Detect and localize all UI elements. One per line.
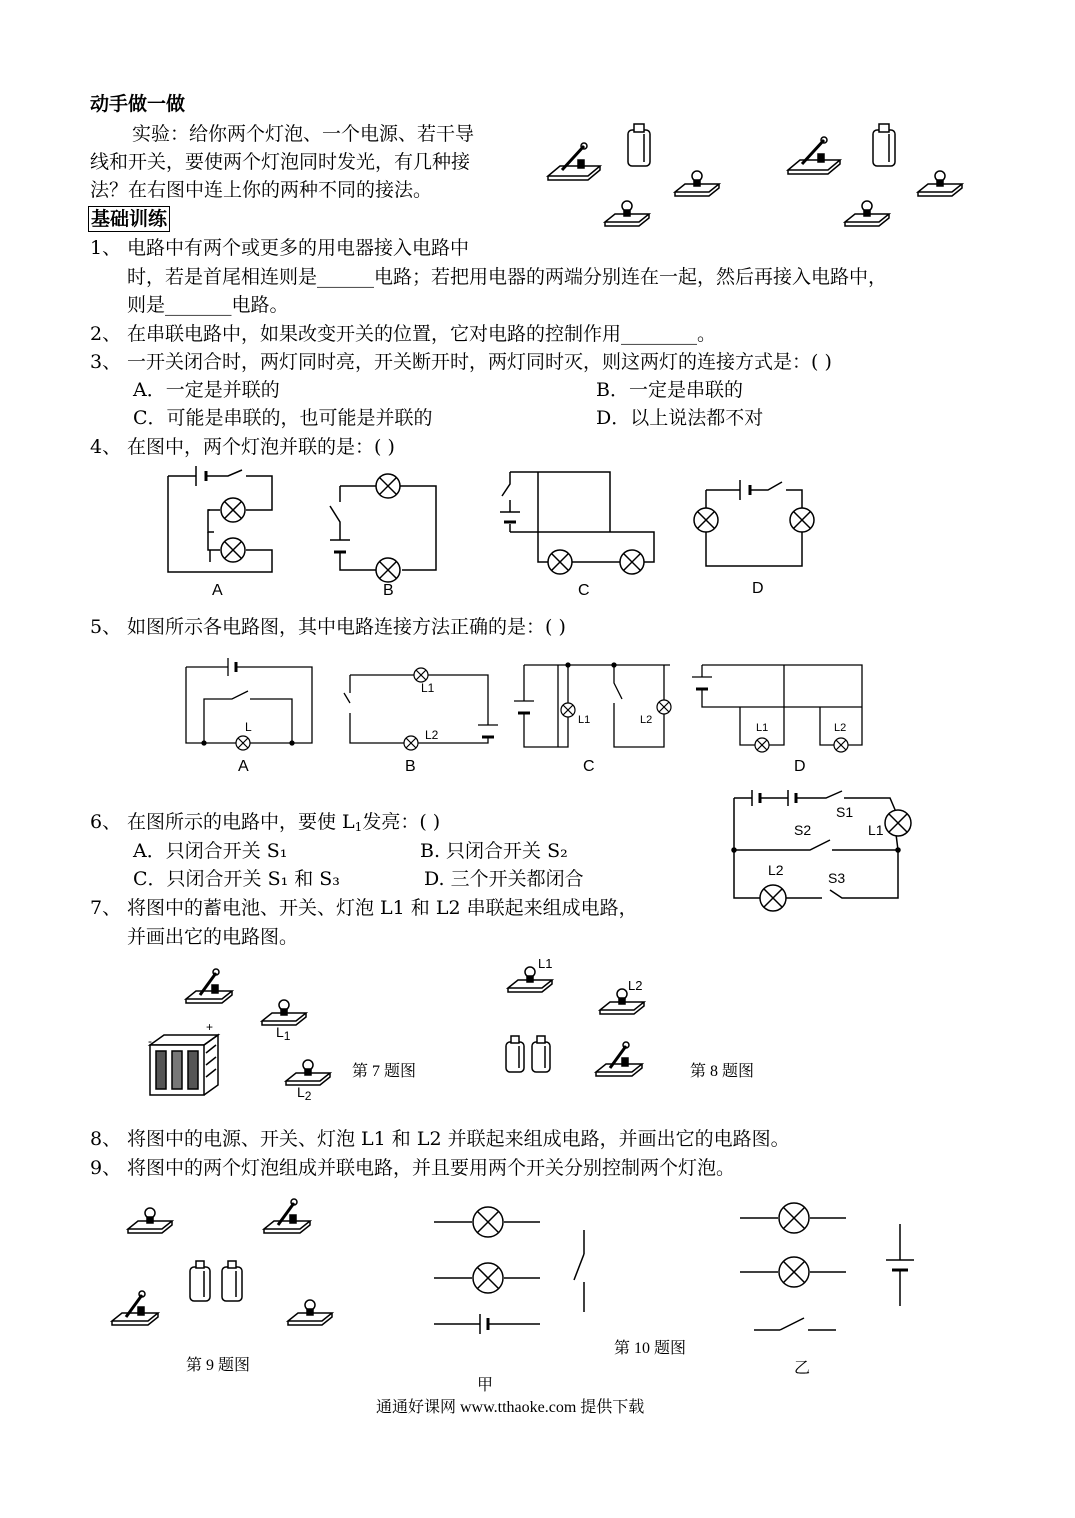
q3-option-c: C．可能是串联的，也可能是并联的 <box>133 407 433 429</box>
q6-option-c: C．只闭合开关 S₁ 和 S₃ <box>133 868 340 890</box>
q1-number: 1、 <box>90 237 122 259</box>
q7-number: 7、 <box>90 897 122 919</box>
fig8-l2-label: L2 <box>628 978 643 993</box>
q6-option-d: D. 三个开关都闭合 <box>424 868 584 890</box>
section-title-hands-on: 动手做一做 <box>90 93 186 115</box>
fig9-caption: 第 9 题图 <box>186 1357 251 1374</box>
section-title-basic-training: 基础训练 <box>88 206 170 232</box>
q5c-lamp2-label: L2 <box>640 714 653 726</box>
q4-label-b: B <box>383 582 394 599</box>
q2-text: 在串联电路中，如果改变开关的位置，它对电路的控制作用________。 <box>127 323 717 345</box>
q5-label-c: C <box>583 758 595 775</box>
q5-circuit-diagrams <box>180 655 880 755</box>
q3-option-d: D．以上说法都不对 <box>596 407 764 429</box>
fig10-label-jia: 甲 <box>477 1377 494 1394</box>
q6-number: 6、 <box>90 811 122 833</box>
q9-text: 将图中的两个灯泡组成并联电路，并且要用两个开关分别控制两个灯泡。 <box>127 1157 736 1179</box>
footer-credit: 通通好课网 www.tthaoke.com 提供下载 <box>376 1399 645 1416</box>
fig7-apparatus <box>140 965 340 1095</box>
q6-l1-label: L1 <box>868 822 884 838</box>
q4-text: 在图中，两个灯泡并联的是：( ) <box>127 436 395 458</box>
fig7-caption: 第 7 题图 <box>352 1063 417 1080</box>
q4-label-a: A <box>212 582 223 599</box>
q5b-lamp1-label: L1 <box>421 681 435 695</box>
q6-option-a: A．只闭合开关 S₁ <box>133 840 288 862</box>
q6-text: 在图所示的电路中，要使 $L_1$发亮：( ) <box>127 811 441 834</box>
fig8-apparatus <box>500 960 680 1085</box>
q1-line-2: 时，若是首尾相连则是______电路；若把用电器的两端分别连在一起，然后再接入电路中， <box>127 266 888 288</box>
fig10-components <box>430 1200 920 1350</box>
q3-number: 3、 <box>90 351 122 373</box>
q9-number: 9、 <box>90 1157 122 1179</box>
q3-option-b: B．一定是串联的 <box>596 379 743 401</box>
fig8-l1-label: L1 <box>538 956 553 971</box>
q6-s1-label: S1 <box>836 804 854 820</box>
q5-text: 如图所示各电路图，其中电路连接方法正确的是：( ) <box>127 616 566 638</box>
q3-text: 一开关闭合时，两灯同时亮，开关断开时，两灯同时灭，则这两灯的连接方式是：( ) <box>127 351 832 373</box>
q8-number: 8、 <box>90 1128 122 1150</box>
q4-circuit-diagrams <box>160 462 840 592</box>
fig9-apparatus <box>108 1195 348 1335</box>
fig7-l1-label: L1 <box>276 1024 291 1043</box>
q2-number: 2、 <box>90 323 122 345</box>
q5b-lamp2-label: L2 <box>425 728 439 742</box>
q6-s3-label: S3 <box>828 870 846 886</box>
q5-label-a: A <box>238 758 249 775</box>
fig8-caption: 第 8 题图 <box>690 1063 755 1080</box>
q4-label-d: D <box>752 580 764 597</box>
q3-option-a: A．一定是并联的 <box>133 379 280 401</box>
intro-line-3: 法？在右图中连上你的两种不同的接法。 <box>90 179 433 201</box>
q5-label-d: D <box>794 758 806 775</box>
intro-line-2: 线和开关，要使两个灯泡同时发光，有几种接 <box>90 151 471 173</box>
q6-circuit-diagram <box>730 788 920 908</box>
q4-number: 4、 <box>90 436 122 458</box>
q5d-lamp1-label: L1 <box>756 722 769 734</box>
q6-option-b: B. 只闭合开关 S₂ <box>420 840 568 862</box>
q6-s2-label: S2 <box>794 822 812 838</box>
q8-text: 将图中的电源、开关、灯泡 L1 和 L2 并联起来组成电路，并画出它的电路图。 <box>127 1128 790 1150</box>
battery-minus-sign: - <box>148 1034 152 1048</box>
fig7-l2-label: L2 <box>297 1084 312 1103</box>
q5c-lamp1-label: L1 <box>578 714 591 726</box>
q1-line-3: 则是_______电路。 <box>127 294 289 316</box>
q1-line-1: 电路中有两个或更多的用电器接入电路中 <box>127 237 470 259</box>
q5-label-b: B <box>405 758 416 775</box>
q7-line-1: 将图中的蓄电池、开关、灯泡 L1 和 L2 串联起来组成电路， <box>127 897 638 919</box>
intro-line-1: 实验：给你两个灯泡、一个电源、若干导 <box>132 123 475 145</box>
q6-l2-label: L2 <box>768 862 784 878</box>
fig10-label-yi: 乙 <box>794 1360 811 1377</box>
fig10-caption: 第 10 题图 <box>614 1340 687 1357</box>
q4-label-c: C <box>578 582 590 599</box>
battery-plus-sign: + <box>206 1020 214 1034</box>
q7-line-2: 并画出它的电路图。 <box>127 926 299 948</box>
q5-number: 5、 <box>90 616 122 638</box>
q5d-lamp2-label: L2 <box>834 722 847 734</box>
apparatus-illustration-top <box>540 118 980 248</box>
q5a-lamp-label: L <box>245 720 252 734</box>
